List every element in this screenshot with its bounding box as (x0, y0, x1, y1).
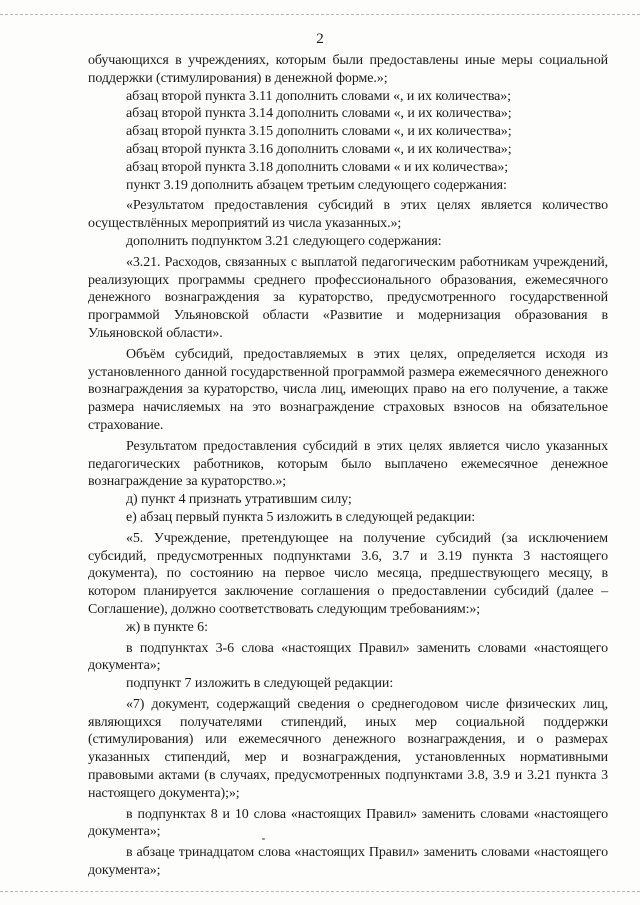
document-body (88, 52, 608, 880)
scan-edge-top (0, 14, 640, 15)
paragraph-12: Результатом предоставления субсидий в этих целях является число указанных педагогических работников, которым было выплачено ежемесячное денежное вознаграждение за кураторство.»; (88, 438, 608, 490)
paragraph-8: «Результатом предоставления субсидий в этих целях является количество осуществлённых мероприятий из числа указанных.»; (88, 198, 608, 232)
paragraph-17: в подпунктах 3-6 слова «настоящих Правил» заменить словами «настоящего документа»; (88, 640, 608, 674)
paragraph-20: в подпунктах 8 и 10 слова «настоящих Правил» заменить словами «настоящего документа»; (88, 806, 608, 840)
paragraph-11: Объём субсидий, предоставляемых в этих целях, определяется исходя из установленного данной государственной программой размера ежемесячного денежного вознаграждения за кураторство, числа лиц, имеющих право на его получение, а также размера начисляемых на это вознаграждение страховых взносов на обязательное страхование. (88, 346, 608, 433)
paragraph-5: абзац второй пункта 3.16 дополнить словами «, и их количества»; (126, 141, 512, 157)
scan-speck (262, 838, 265, 840)
paragraph-1: обучающихся в учреждениях, которым были предоставлены иные меры социальной поддержки (стимулирования) в денежной форме.»; (88, 53, 608, 86)
paragraph-18: подпункт 7 изложить в следующей редакции: (126, 676, 394, 692)
paragraph-3: абзац второй пункта 3.14 дополнить словами «, и их количества»; (126, 106, 512, 122)
paragraph-9: дополнить подпунктом 3.21 следующего содержания: (126, 233, 442, 249)
paragraph-7: пункт 3.19 дополнить абзацем третьим следующего содержания: (126, 177, 507, 193)
paragraph-2: абзац второй пункта 3.11 дополнить словами «, и их количества»; (126, 88, 511, 104)
paragraph-16: ж) в пункте 6: (126, 619, 208, 635)
scan-edge-bottom (0, 891, 640, 892)
page-number: 2 (316, 31, 324, 47)
paragraph-4: абзац второй пункта 3.15 дополнить словами «, и их количества»; (126, 124, 512, 140)
paragraph-21: в абзаце тринадцатом слова «настоящих Правил» заменить словами «настоящего документа»; (88, 845, 608, 879)
paragraph-14: е) абзац первый пункта 5 изложить в следующей редакции: (126, 509, 476, 525)
paragraph-13: д) пункт 4 признать утратившим силу; (126, 492, 352, 508)
paragraph-10: «3.21. Расходов, связанных с выплатой педагогическим работникам учреждений, реализующих программы среднего профессионального образования, ежемесячного денежного вознаграждения за кураторство, предусмотренного государственной программой Ульяновской области «Развитие и модернизация образования в Ульяновской области». (88, 254, 608, 341)
paragraph-15: «5. Учреждение, претендующее на получение субсидий (за исключением субсидий, предусмотренных подпунктами 3.6, 3.7 и 3.19 пункта 3 настоящего документа), по состоянию на первое число месяца, предшествующего месяцу, в котором планируется заключение соглашения о предоставлении субсидий (далее – Соглашение), должно соответствовать следующим требованиям:»; (88, 530, 608, 617)
paragraph-19: «7) документ, содержащий сведения о среднегодовом числе физических лиц, являющихся получателями стипендий, иных мер социальной поддержки (стимулирования) или ежемесячного денежного вознаграждения, и о размерах указанных стипендий, мер и вознаграждения, установленных нормативными правовыми актами (в случаях, предусмотренных подпунктами 3.8, 3.9 и 3.21 пункта 3 настоящего документа);»; (88, 696, 608, 801)
paragraph-6: абзац второй пункта 3.18 дополнить словами « и их количества»; (126, 159, 509, 175)
